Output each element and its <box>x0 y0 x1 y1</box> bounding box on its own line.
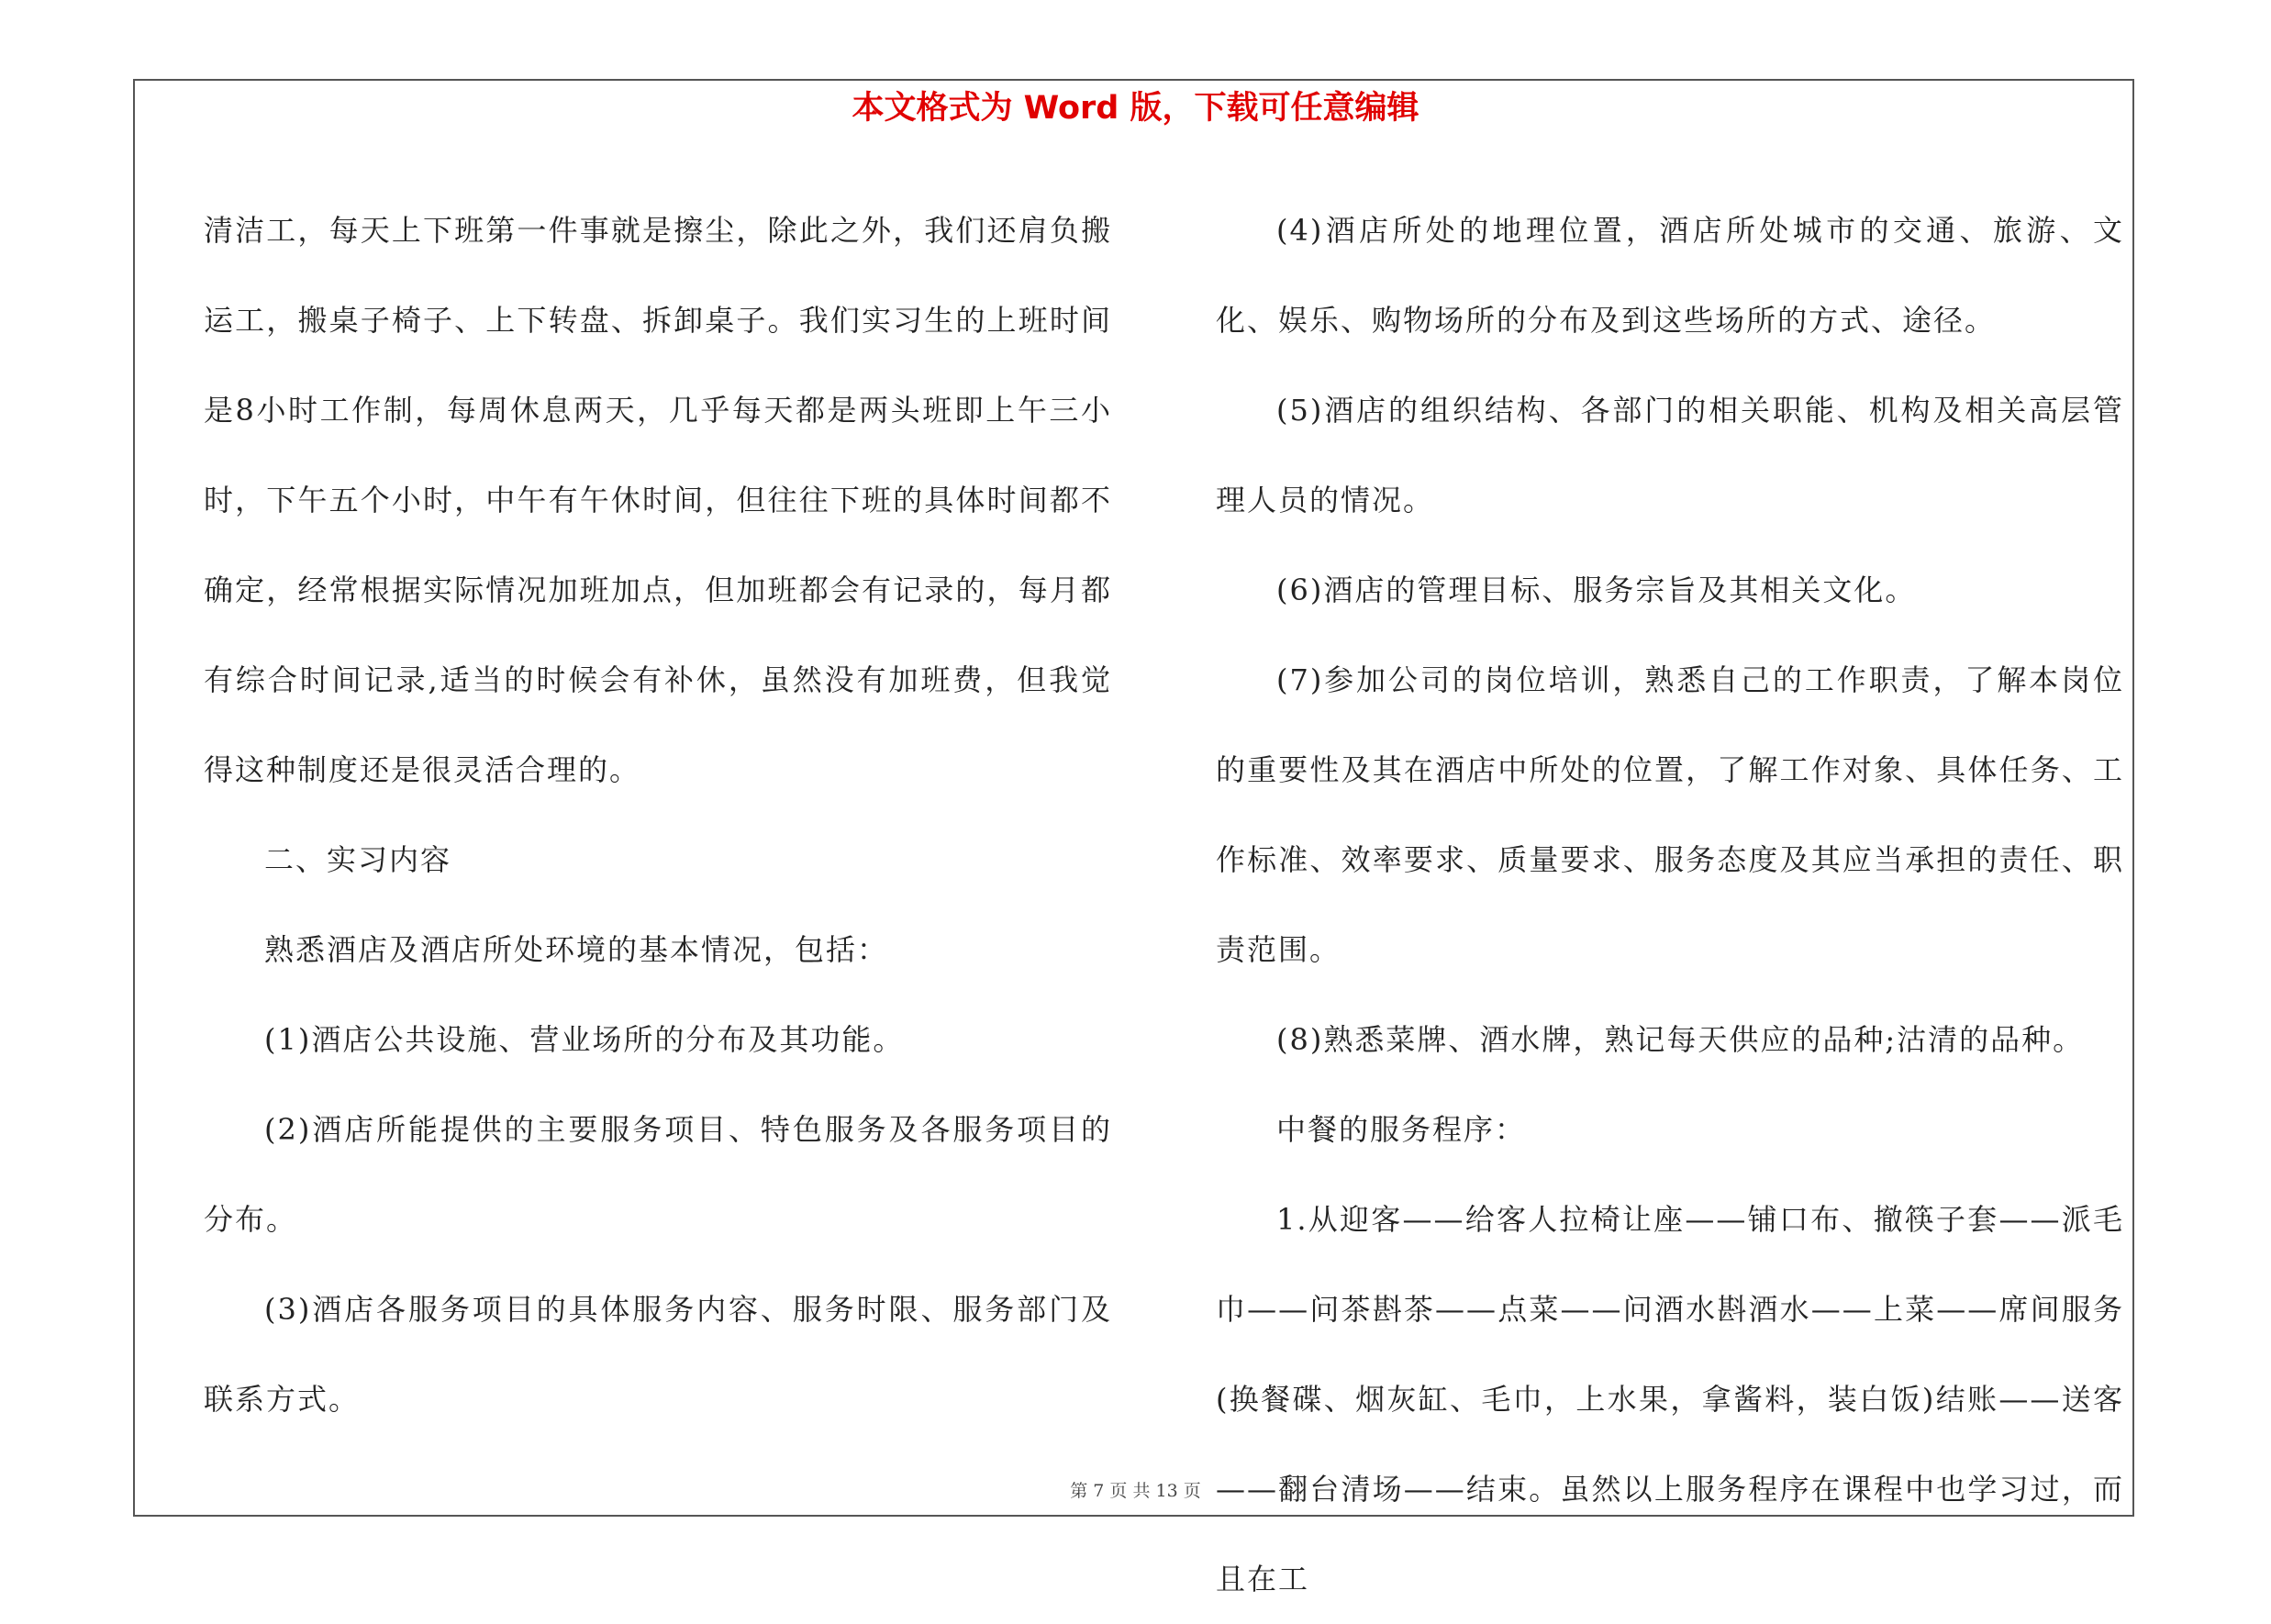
paragraph: 清洁工，每天上下班第一件事就是擦尘，除此之外，我们还肩负搬运工，搬桌子椅子、上下转盘、拆卸桌子。我们实习生的上班时间是8小时工作制，每周休息两天，几乎每天都是两头班即上午三小时，下午五个小时，中午有午休时间，但往往下班的具体时间都不确定，经常根据实际情况加班加点，但加班都会有记录的，每月都有综合时间记录,适当的时候会有补休，虽然没有加班费，但我觉得这种制度还是很灵活合理的。 <box>204 213 1112 787</box>
list-item: (1)酒店公共设施、营业场所的分布及其功能。 <box>264 1022 905 1057</box>
list-item: (4)酒店所处的地理位置，酒店所处城市的交通、旅游、文化、娱乐、购物场所的分布及到这些场所的方式、途径。 <box>1216 213 2124 338</box>
list-item: (3)酒店各服务项目的具体服务内容、服务时限、服务部门及联系方式。 <box>204 1292 1112 1417</box>
list-item: (2)酒店所能提供的主要服务项目、特色服务及各服务项目的分布。 <box>204 1112 1112 1237</box>
list-item: (8)熟悉菜牌、酒水牌，熟记每天供应的品种;沽清的品种。 <box>1276 1022 2085 1057</box>
right-column <box>1216 185 2124 1624</box>
paragraph: 1.从迎客——给客人拉椅让座——铺口布、撤筷子套——派毛巾——问茶斟茶——点菜——问酒水斟酒水——上菜——席间服务(换餐碟、烟灰缸、毛巾，上水果，拿酱料，装白饭)结账——送客——翻台清场——结束。虽然以上服务程序在课程中也学习过，而且在工 <box>1216 1202 2124 1596</box>
list-item: (6)酒店的管理目标、服务宗旨及其相关文化。 <box>1276 573 1917 607</box>
left-column <box>204 185 1112 1444</box>
list-item: (5)酒店的组织结构、各部门的相关职能、机构及相关高层管理人员的情况。 <box>1216 393 2124 517</box>
list-item: (7)参加公司的岗位培训，熟悉自己的工作职责，了解本岗位的重要性及其在酒店中所处的位置，了解工作对象、具体任务、工作标准、效率要求、质量要求、服务态度及其应当承担的责任、职责范围。 <box>1216 662 2124 967</box>
format-banner: 本文格式为 Word 版，下载可任意编辑 <box>852 90 1419 127</box>
page-number: 第 7 页 共 13 页 <box>1070 1481 1201 1501</box>
paragraph: 熟悉酒店及酒店所处环境的基本情况，包括： <box>264 932 889 967</box>
section-heading: 二、实习内容 <box>264 842 452 877</box>
paragraph: 中餐的服务程序： <box>1276 1112 1527 1147</box>
